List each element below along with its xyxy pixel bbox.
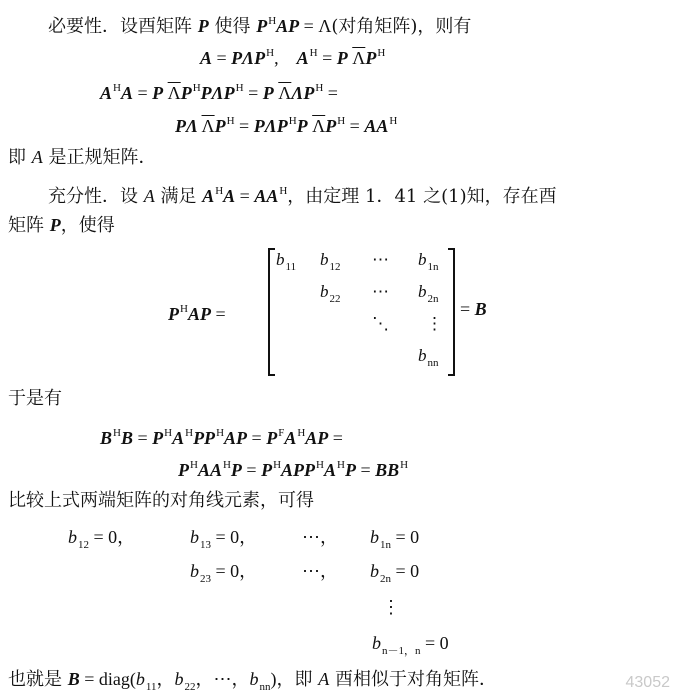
text-conclusion: 也就是 $B = diag(b_{11}$，$b_{22}$，⋯，$b_{nn}$)，即 A 酉相似于对角矩阵． bbox=[8, 669, 497, 693]
text-normal-matrix: 即 A 是正规矩阵． bbox=[8, 147, 157, 168]
matrix-left-bracket bbox=[268, 248, 275, 376]
list-vdots: ⋮ bbox=[382, 597, 400, 617]
matrix-cell-b1n: $b_{1n}$ bbox=[418, 250, 439, 273]
list-b1n: $b_{1n} = 0$ bbox=[370, 527, 420, 551]
equation-AHA: $A^HA = P$ $\overline{\Lambda}P^HP\Lambda P^H = P$ $\overline{\Lambda}\Lambda P^H$ = bbox=[100, 82, 338, 103]
list-dots-2: ⋯， bbox=[302, 561, 338, 581]
equation-AAH: PΛ $\overline{\Lambda}P^H = P\Lambda P^HP$ $\overline{\Lambda}P^H = AA^H$ bbox=[175, 115, 398, 136]
list-b23: $b_{23} = 0$， bbox=[190, 561, 258, 585]
matrix-right-bracket bbox=[448, 248, 455, 376]
matrix-cell-b11: $b_{11}$ bbox=[276, 250, 297, 273]
text-unitary-P: 矩阵 P，使得 bbox=[8, 215, 115, 236]
matrix-rhs: = B bbox=[460, 299, 487, 319]
list-b13: $b_{13} = 0$， bbox=[190, 527, 258, 551]
matrix-cell-vdots: ⋮ bbox=[426, 314, 443, 333]
list-b12: $b_{12} = 0$， bbox=[68, 527, 136, 551]
matrix-cell-hdots-1: ⋯ bbox=[372, 250, 389, 269]
matrix-lhs: $P^HAP$ = bbox=[168, 303, 226, 324]
text-therefore: 于是有 bbox=[8, 388, 62, 409]
text-compare-diagonal: 比较上式两端矩阵的对角线元素，可得 bbox=[8, 490, 314, 511]
matrix-cell-ddots: ⋱ bbox=[372, 314, 389, 333]
matrix-cell-b2n: $b_{2n}$ bbox=[418, 282, 439, 305]
paragraph-necessity: 必要性．设酉矩阵 P 使得 $P^HAP = \Lambda$(对角矩阵)，则有 bbox=[48, 15, 472, 37]
list-b2n: $b_{2n} = 0$ bbox=[370, 561, 420, 585]
equation-BHB: $B^HB = P^HA^HPP^HAP = P^FA^HAP$ = bbox=[100, 427, 343, 448]
watermark: 43052 bbox=[625, 674, 670, 691]
matrix-cell-hdots-2: ⋯ bbox=[372, 282, 389, 301]
matrix-cell-b22: $b_{22}$ bbox=[320, 282, 341, 305]
equation-A-decomposition: $A = P\Lambda P^H$, $A^H = P$ $\overline{\Lambda}P^H$ bbox=[200, 47, 386, 68]
matrix-cell-bnn: $b_{nn}$ bbox=[418, 346, 439, 369]
list-dots-1: ⋯， bbox=[302, 527, 338, 547]
paragraph-sufficiency: 充分性．设 A 满足 $A^HA = AA^H$，由定理 1．41 之(1)知，存在酉 bbox=[48, 185, 557, 207]
matrix-cell-b12: $b_{12}$ bbox=[320, 250, 341, 273]
equation-BBH: $P^HAA^HP = P^HAPP^HA^HP = BB^H$ bbox=[178, 459, 409, 480]
list-bn-1n: $b_{n-1,n} = 0$ bbox=[372, 633, 449, 657]
